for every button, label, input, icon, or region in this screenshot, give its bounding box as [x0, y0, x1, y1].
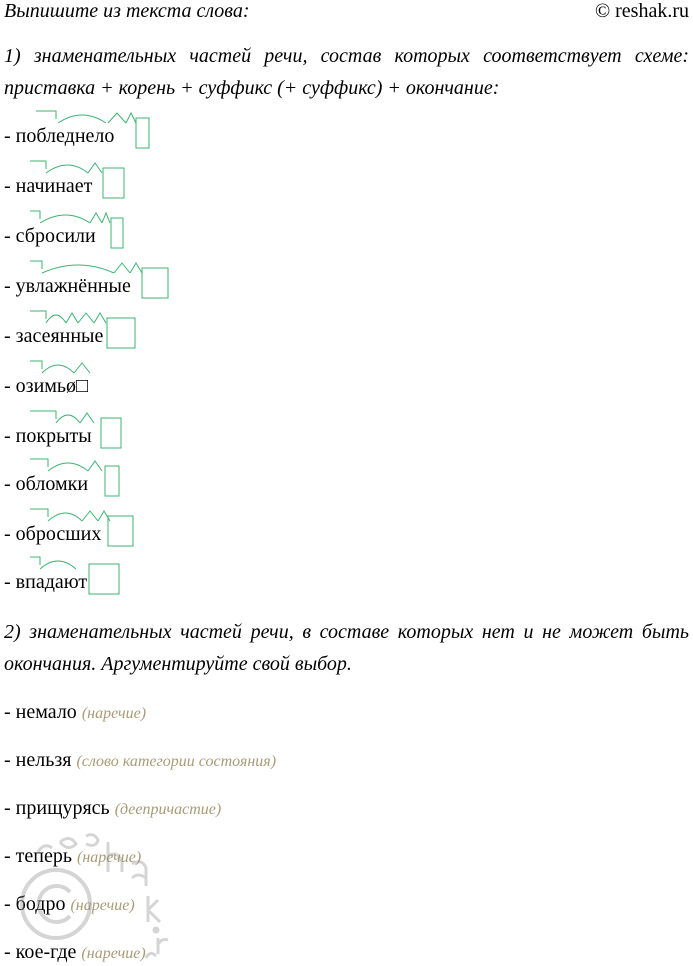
- list-item: [4, 892, 135, 918]
- list-item: [4, 424, 92, 448]
- item-word: сбросили: [15, 225, 96, 247]
- page-header: [4, 0, 689, 24]
- item-word: впадают: [15, 571, 88, 593]
- item-word: теперь: [15, 845, 72, 867]
- item-note: (наречие): [81, 945, 146, 962]
- item-dash: -: [4, 325, 16, 347]
- item-note: (наречие): [77, 849, 142, 866]
- list-item: [4, 124, 114, 148]
- item-note: (наречие): [81, 705, 147, 722]
- list-item: [4, 796, 221, 822]
- item-word: обломки: [15, 473, 89, 495]
- copyright-label: © reshak.ru: [594, 0, 689, 22]
- item-dash: -: [4, 473, 16, 495]
- item-dash: -: [4, 797, 16, 819]
- item-word: немало: [15, 701, 77, 723]
- item-dash: -: [4, 941, 16, 963]
- item-dash: -: [4, 225, 16, 247]
- item-word: покрыты: [15, 425, 92, 447]
- list-item: [4, 700, 146, 726]
- section1-instruction: 1) знаменательных частей речи, состав которых соответствует схеме: приставка + корень + суффикс (+ суффикс) + окончание:: [4, 45, 689, 99]
- list-item: [4, 748, 276, 774]
- item-dash: -: [4, 375, 16, 397]
- item-word: побледнело: [15, 125, 115, 147]
- list-item: [4, 274, 131, 298]
- item-dash: -: [4, 893, 16, 915]
- item-word: засеянные: [15, 325, 104, 347]
- item-dash: -: [4, 749, 16, 771]
- item-dash: -: [4, 175, 16, 197]
- list-item: [4, 224, 96, 248]
- item-note: (слово категории состояния): [76, 753, 277, 770]
- item-note: (наречие): [70, 897, 135, 914]
- list-item: [4, 940, 146, 966]
- item-word: прищурясь: [15, 797, 110, 819]
- item-word: озимьø□: [15, 375, 89, 397]
- section2-instruction: 2) знаменательных частей речи, в составе которых нет и не может быть окончания. Аргументируйте свой выбор.: [4, 621, 689, 675]
- item-word: кое-где: [15, 941, 77, 963]
- item-dash: -: [4, 571, 16, 593]
- list-item: [4, 522, 101, 546]
- list-item: [4, 570, 87, 594]
- list-item: [4, 174, 92, 198]
- item-dash: -: [4, 701, 16, 723]
- item-dash: -: [4, 845, 16, 867]
- item-word: увлажнённые: [15, 275, 131, 297]
- item-dash: -: [4, 125, 16, 147]
- item-word: начинает: [15, 175, 93, 197]
- list-item: [4, 374, 88, 398]
- item-dash: -: [4, 275, 16, 297]
- list-item: [4, 472, 88, 496]
- item-dash: -: [4, 425, 16, 447]
- list-item: [4, 844, 141, 870]
- list-item: [4, 324, 103, 348]
- item-dash: -: [4, 523, 16, 545]
- item-word: бодро: [15, 893, 66, 915]
- item-word: нельзя: [15, 749, 72, 771]
- item-note: (деепричастие): [114, 801, 222, 818]
- item-word: обросших: [15, 523, 102, 545]
- task-title: Выпишите из текста слова:: [4, 0, 250, 22]
